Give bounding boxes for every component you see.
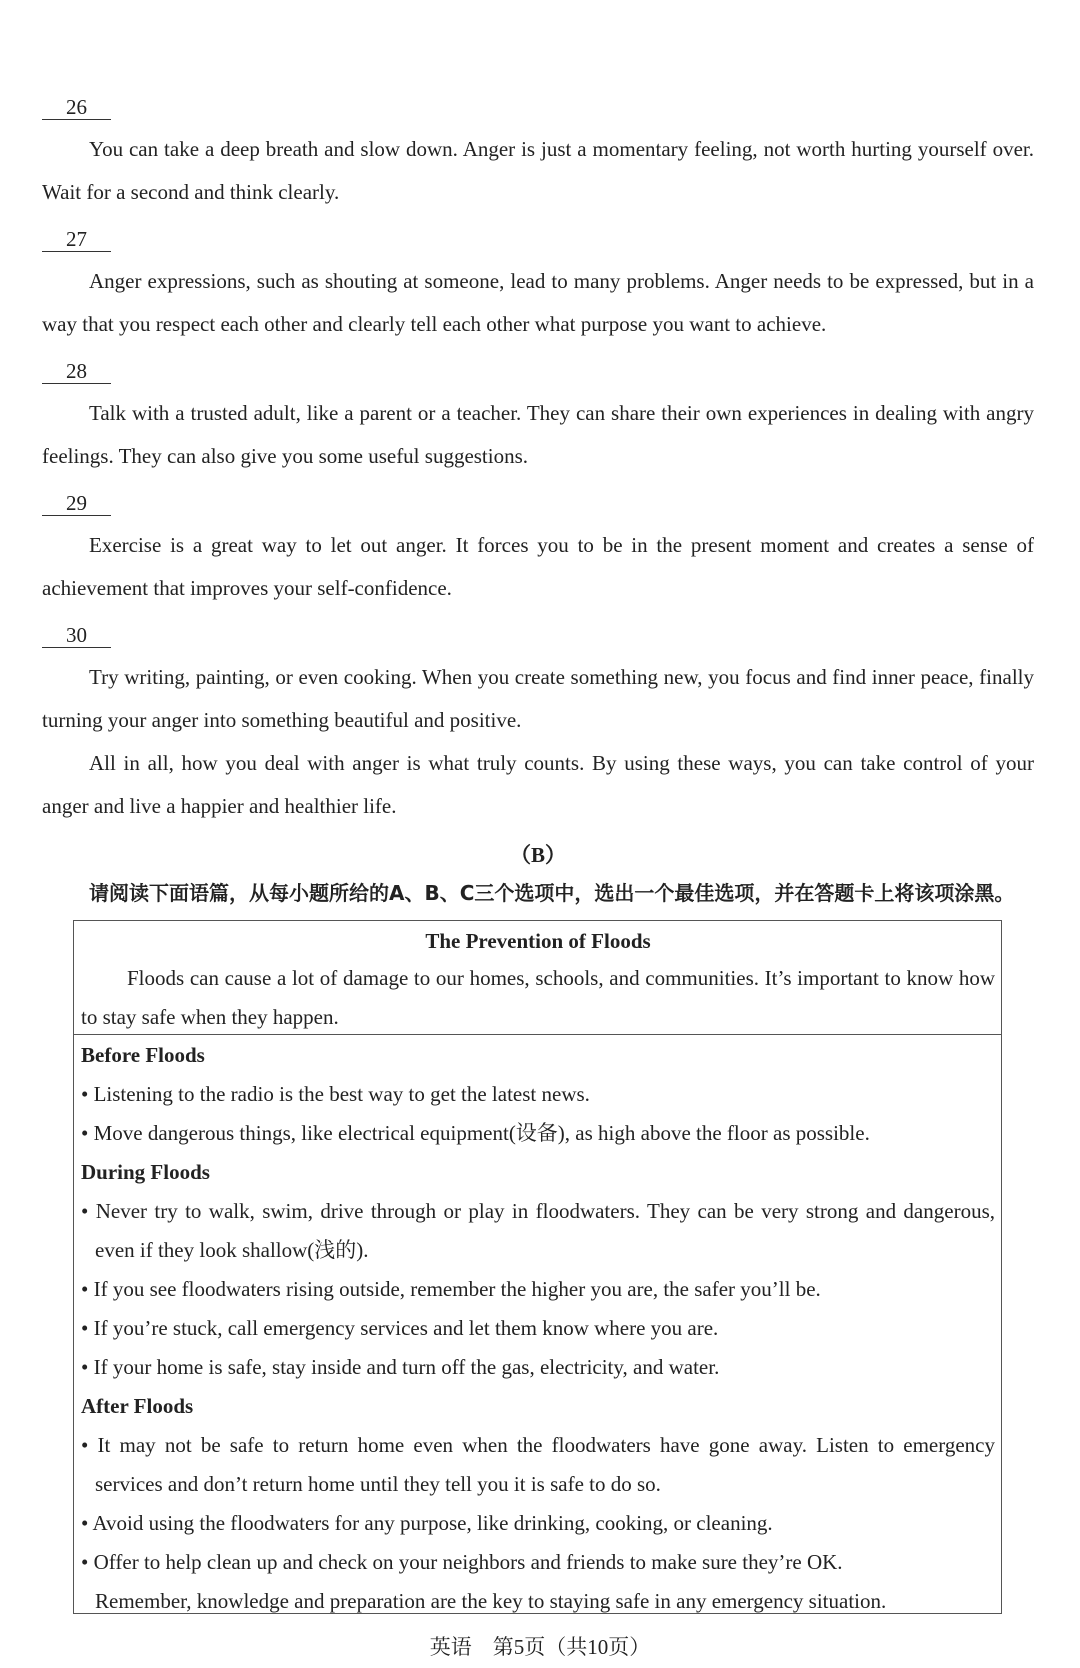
before-item-1: • Listening to the radio is the best way to get the latest news. <box>81 1082 590 1106</box>
passage-box <box>73 920 1002 1614</box>
blank-row-30 <box>42 610 1034 656</box>
before-floods-heading: Before Floods <box>81 1043 205 1067</box>
after-item-2: • Avoid using the floodwaters for any purpose, like drinking, cooking, or cleaning. <box>81 1511 773 1535</box>
blank-row-26 <box>42 82 1034 128</box>
paragraph-26: You can take a deep breath and slow down. Anger is just a momentary feeling, not worth hurting yourself over. Wait for a second and think clearly. <box>42 137 1034 204</box>
passage-closing: Remember, knowledge and preparation are the key to staying safe in any emergency situation. <box>95 1589 887 1613</box>
passage-intro: Floods can cause a lot of damage to our homes, schools, and communities. It’s important to know how to stay safe when they happen. <box>81 966 995 1029</box>
blank-28[interactable]: 28 <box>42 359 111 384</box>
during-floods-heading: During Floods <box>81 1160 210 1184</box>
conclusion-paragraph: All in all, how you deal with anger is what truly counts. By using these ways, you can take control of your anger and live a happier and healthier life. <box>42 751 1034 818</box>
after-item-3: • Offer to help clean up and check on your neighbors and friends to make sure they’re OK. <box>81 1550 843 1574</box>
blank-26[interactable]: 26 <box>42 95 111 120</box>
paragraph-27: Anger expressions, such as shouting at someone, lead to many problems. Anger needs to be expressed, but in a way that you respect each other and clearly tell each other what purpose you want to achieve. <box>42 269 1034 336</box>
during-item-2: • If you see floodwaters rising outside, remember the higher you are, the safer you’ll be. <box>81 1277 821 1301</box>
blank-27[interactable]: 27 <box>42 227 111 252</box>
section-b-label: （B） <box>509 843 566 867</box>
passage-body <box>74 1035 1001 1621</box>
passage-title: The Prevention of Floods <box>425 929 651 953</box>
before-item-2: • Move dangerous things, like electrical equipment(设备), as high above the floor as possible. <box>81 1121 870 1145</box>
during-item-1: • Never try to walk, swim, drive through or play in floodwaters. They can be very strong and dangerous, even if they look shallow(浅的). <box>81 1199 995 1262</box>
blank-row-27 <box>42 214 1034 260</box>
after-item-1: • It may not be safe to return home even when the floodwaters have gone away. Listen to emergency services and don’t return home until they tell you it is safe to do so. <box>81 1433 995 1496</box>
section-a <box>42 82 1034 910</box>
blank-row-29 <box>42 478 1034 524</box>
paragraph-28: Talk with a trusted adult, like a parent or a teacher. They can share their own experiences in dealing with angry feelings. They can also give you some useful suggestions. <box>42 401 1034 468</box>
blank-row-28 <box>42 346 1034 392</box>
paragraph-30: Try writing, painting, or even cooking. When you create something new, you focus and find inner peace, finally turning your anger into something beautiful and positive. <box>42 665 1034 732</box>
during-item-4: • If your home is safe, stay inside and turn off the gas, electricity, and water. <box>81 1355 720 1379</box>
blank-30[interactable]: 30 <box>42 623 111 648</box>
during-item-3: • If you’re stuck, call emergency services and let them know where you are. <box>81 1316 719 1340</box>
after-floods-heading: After Floods <box>81 1394 194 1418</box>
page-footer: 英语 第5页（共10页） <box>429 1635 651 1659</box>
blank-29[interactable]: 29 <box>42 491 111 516</box>
section-b-instruction: 请阅读下面语篇，从每小题所给的A、B、C三个选项中，选出一个最佳选项，并在答题卡上将该项涂黑。 <box>89 881 1015 905</box>
paragraph-29: Exercise is a great way to let out anger. It forces you to be in the present moment and creates a sense of achievement that improves your self-confidence. <box>42 533 1034 600</box>
passage-header <box>74 921 1001 1035</box>
